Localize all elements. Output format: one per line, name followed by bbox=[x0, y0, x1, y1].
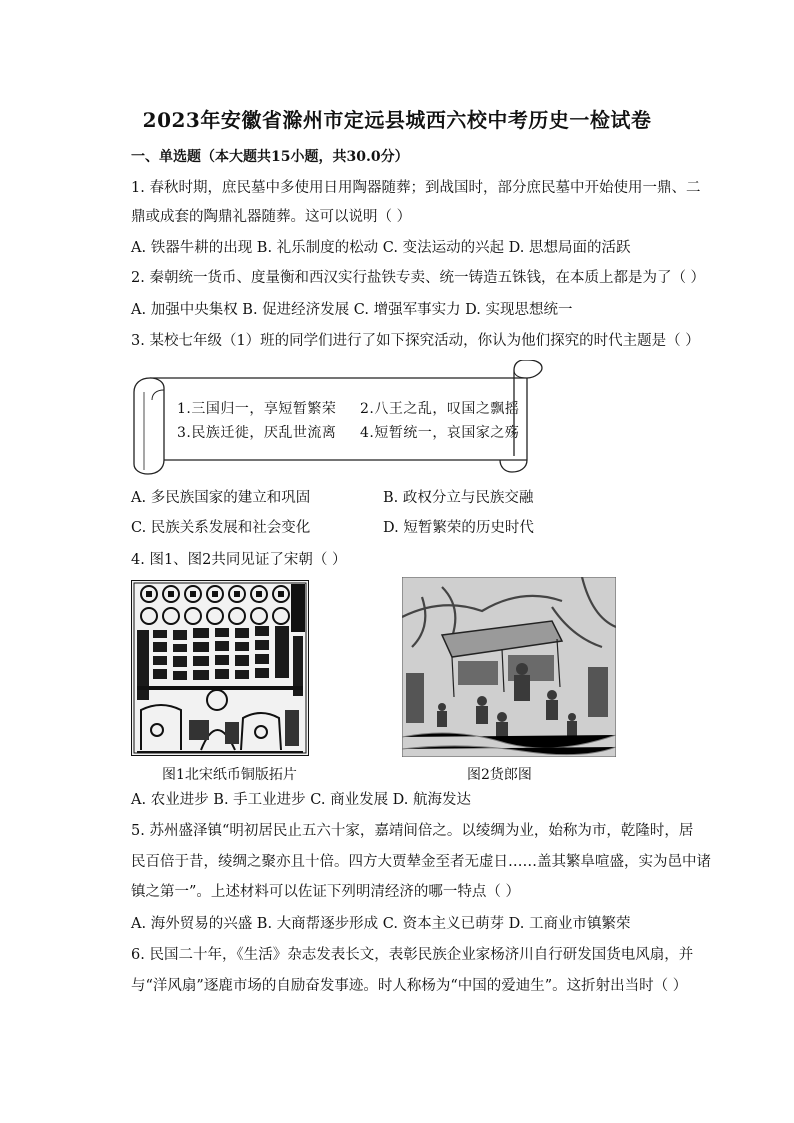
scroll-item-4: 4.短暂统一，哀国家之殇 bbox=[360, 425, 520, 441]
figure-2-caption: 图2货郎图 bbox=[467, 767, 532, 783]
scroll-item-3: 3.民族迁徙，厌乱世流离 bbox=[177, 425, 337, 441]
question-2-line-1: 2. 秦朝统一货币、度量衡和西汉实行盐铁专卖、统一铸造五铢钱，在本质上都是为了（ ） bbox=[131, 270, 706, 286]
question-3-option-b: B. 政权分立与民族交融 bbox=[383, 490, 534, 506]
question-4-options: A. 农业进步 B. 手工业进步 C. 商业发展 D. 航海发达 bbox=[131, 792, 472, 808]
peddler-image bbox=[402, 577, 616, 757]
question-6-line-1: 6. 民国二十年，《生活》杂志发表长文，表彰民族企业家杨济川自行研发国货电风扇，并 bbox=[131, 947, 694, 963]
figure-1-caption: 图1北宋纸币铜版拓片 bbox=[162, 767, 297, 783]
page-title: 2023年安徽省滁州市定远县城西六校中考历史一检试卷 bbox=[142, 108, 652, 132]
question-5-options: A. 海外贸易的兴盛 B. 大商帮逐步形成 C. 资本主义已萌芽 D. 工商业市镇繁荣 bbox=[131, 916, 631, 932]
banknote-image bbox=[131, 580, 309, 756]
question-4-line-1: 4. 图1、图2共同见证了宋朝（ ） bbox=[131, 552, 347, 568]
figure-1-banknote-rubbing bbox=[131, 580, 309, 756]
question-6-line-2: 与“洋风扇”逐鹿市场的自励奋发事迹。时人称杨为“中国的爱迪生”。这折射出当时（ ） bbox=[131, 978, 688, 994]
question-1-line-1: 1. 春秋时期，庶民墓中多使用日用陶器随葬；到战国时，部分庶民墓中开始使用一鼎、二 bbox=[131, 180, 701, 196]
question-5-line-3: 镇之第一”。上述材料可以佐证下列明清经济的哪一特点（ ） bbox=[131, 884, 521, 900]
question-3-option-c: C. 民族关系发展和社会变化 bbox=[131, 520, 311, 536]
question-2-options: A. 加强中央集权 B. 促进经济发展 C. 增强军事实力 D. 实现思想统一 bbox=[131, 302, 573, 318]
section-heading: 一、单选题（本大题共15小题，共30.0分） bbox=[131, 149, 409, 165]
figure-2-peddler-painting bbox=[402, 577, 616, 757]
scroll-illustration bbox=[132, 360, 546, 475]
question-1-options: A. 铁器牛耕的出现 B. 礼乐制度的松动 C. 变法运动的兴起 D. 思想局面的活跃 bbox=[131, 240, 631, 256]
scroll-item-2: 2.八王之乱，叹国之飘摇 bbox=[360, 401, 520, 417]
scroll-item-1: 1.三国归一，享短暂繁荣 bbox=[177, 401, 337, 417]
question-1-line-2: 鼎或成套的陶鼎礼器随葬。这可以说明（ ） bbox=[131, 209, 412, 225]
question-3-option-d: D. 短暂繁荣的历史时代 bbox=[383, 520, 534, 536]
question-3-option-a: A. 多民族国家的建立和巩固 bbox=[131, 490, 311, 506]
question-5-line-2: 民百倍于昔，绫绸之聚亦且十倍。四方大贾辇金至者无虚日……盖其繁阜喧盛，实为邑中诸 bbox=[131, 854, 711, 870]
question-5-line-1: 5. 苏州盛泽镇“明初居民止五六十家，嘉靖间倍之。以绫绸为业，始称为市，乾隆时，居 bbox=[131, 823, 694, 839]
question-3-line-1: 3. 某校七年级（1）班的同学们进行了如下探究活动，你认为他们探究的时代主题是（ ） bbox=[131, 333, 700, 349]
